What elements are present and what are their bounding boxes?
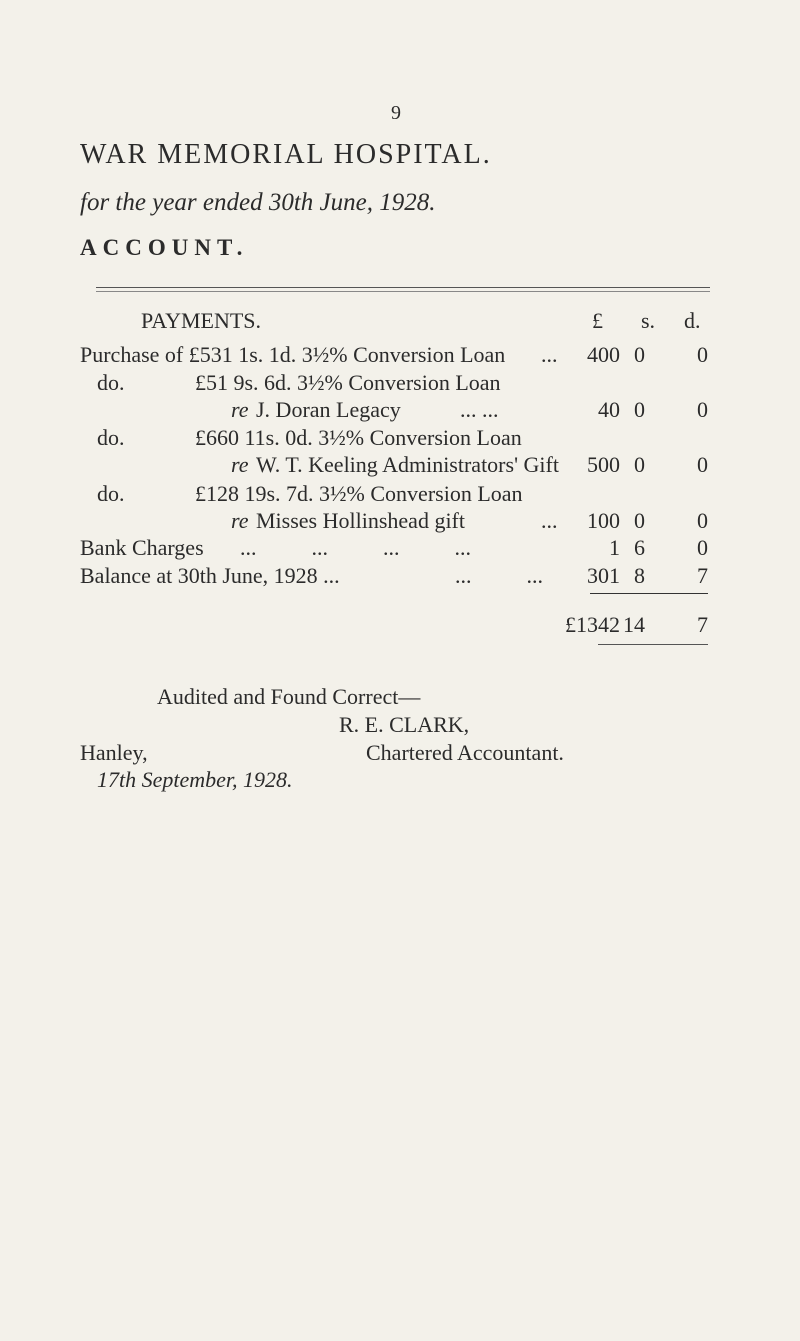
audit-statement: Audited and Found Correct— xyxy=(157,684,421,709)
double-rule-bottom xyxy=(96,291,710,292)
row-dots: ... ... ... ... xyxy=(240,535,471,560)
total-pounds: £1342 xyxy=(565,612,620,637)
row-shillings: 0 xyxy=(634,452,645,477)
row-pence: 0 xyxy=(697,397,708,422)
double-rule-top xyxy=(96,287,710,288)
pounds-heading: £ xyxy=(592,308,603,333)
row-pounds: 40 xyxy=(598,397,620,422)
row-pence: 0 xyxy=(697,535,708,560)
row-shillings: 0 xyxy=(634,508,645,533)
row-ditto: do. xyxy=(97,481,125,506)
row-dots: ... xyxy=(541,508,558,533)
row-description: Purchase of £531 1s. 1d. 3½% Conversion Loan xyxy=(80,342,506,367)
row-dots: ... xyxy=(541,342,558,367)
row-description: Misses Hollinshead gift xyxy=(256,508,465,533)
row-shillings: 0 xyxy=(634,397,645,422)
row-re: re xyxy=(231,397,249,422)
row-shillings: 6 xyxy=(634,535,645,560)
row-dots: ... ... xyxy=(455,563,543,588)
audit-date: 17th September, 1928. xyxy=(97,767,293,792)
page-subtitle: for the year ended 30th June, 1928. xyxy=(80,189,436,216)
row-description: J. Doran Legacy xyxy=(256,397,401,422)
audit-place: Hanley, xyxy=(80,740,148,765)
row-description: £51 9s. 6d. 3½% Conversion Loan xyxy=(195,370,501,395)
row-ditto: do. xyxy=(97,370,125,395)
row-re: re xyxy=(231,452,249,477)
row-re: re xyxy=(231,508,249,533)
auditor-name: R. E. CLARK, xyxy=(339,712,470,737)
sum-rule-bottom xyxy=(598,644,708,645)
row-pounds: 400 xyxy=(587,342,620,367)
sum-rule-top xyxy=(590,593,708,594)
row-pence: 0 xyxy=(697,508,708,533)
row-pounds: 301 xyxy=(587,563,620,588)
row-pence: 7 xyxy=(697,563,708,588)
row-dots: ... ... xyxy=(460,397,499,422)
row-ditto: do. xyxy=(97,425,125,450)
row-description: £128 19s. 7d. 3½% Conversion Loan xyxy=(195,481,523,506)
row-pounds: 100 xyxy=(587,508,620,533)
row-description: Bank Charges xyxy=(80,535,204,560)
row-description: £660 11s. 0d. 3½% Conversion Loan xyxy=(195,425,522,450)
total-pence: 7 xyxy=(697,612,708,637)
payments-heading: PAYMENTS. xyxy=(141,308,262,333)
row-shillings: 0 xyxy=(634,342,645,367)
row-pounds: 500 xyxy=(587,452,620,477)
page-number: 9 xyxy=(391,102,401,124)
page-title: WAR MEMORIAL HOSPITAL. xyxy=(80,139,492,170)
total-shillings: 14 xyxy=(623,612,645,637)
row-shillings: 8 xyxy=(634,563,645,588)
row-description: W. T. Keeling Administrators' Gift xyxy=(256,452,559,477)
row-description: Balance at 30th June, 1928 ... xyxy=(80,563,340,588)
row-pence: 0 xyxy=(697,452,708,477)
row-pence: 0 xyxy=(697,342,708,367)
shillings-heading: s. xyxy=(641,308,656,333)
auditor-role: Chartered Accountant. xyxy=(366,740,564,765)
pence-heading: d. xyxy=(684,308,701,333)
section-heading: ACCOUNT. xyxy=(80,235,249,260)
row-pounds: 1 xyxy=(609,535,620,560)
